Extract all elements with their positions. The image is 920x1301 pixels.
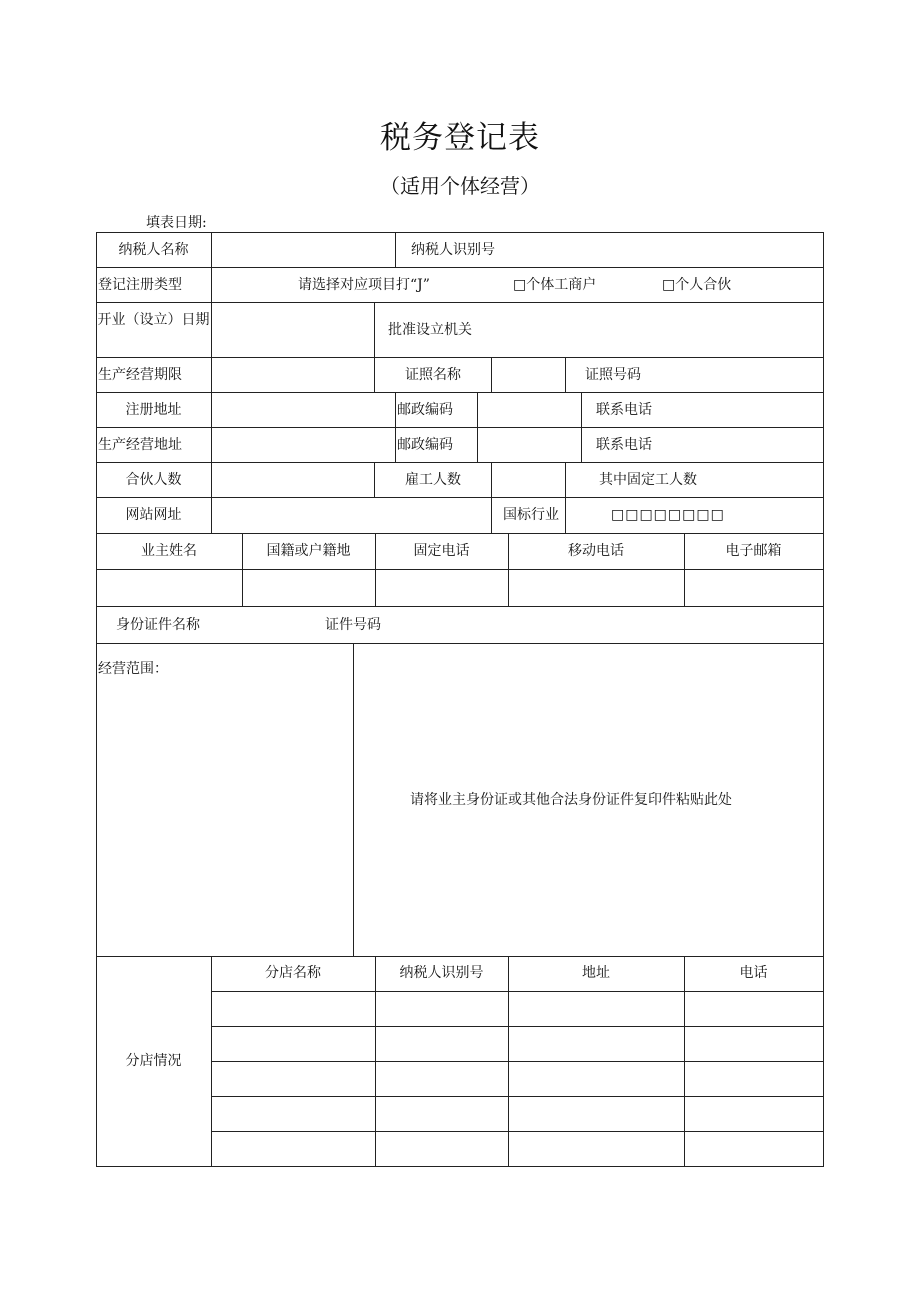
license-number-label: 证照号码 — [585, 367, 641, 383]
contact-phone-label-1: 联系电话 — [596, 402, 652, 418]
grid-line — [96, 1166, 824, 1167]
contact-phone-field-2[interactable] — [670, 427, 823, 462]
reg-type-label: 登记注册类型 — [98, 277, 182, 293]
grid-line — [565, 497, 566, 533]
grid-line — [96, 643, 824, 644]
branch-table-cell[interactable] — [212, 1097, 375, 1131]
page-title: 税务登记表 — [380, 120, 540, 156]
branch-table-cell[interactable] — [509, 1062, 684, 1096]
contact-phone-field-1[interactable] — [670, 392, 823, 427]
grid-line — [96, 267, 824, 268]
branch-table-cell[interactable] — [685, 1027, 823, 1061]
license-number-field[interactable] — [660, 357, 823, 392]
grid-line — [395, 392, 396, 462]
fixed-workers-label: 其中固定工人数 — [599, 472, 697, 488]
registered-address-field[interactable] — [212, 392, 395, 427]
branch-table-cell[interactable] — [376, 1097, 508, 1131]
owner-table-header: 业主姓名 — [141, 543, 197, 559]
business-scope-label: 经营范围： — [98, 661, 168, 677]
approval-authority-field[interactable] — [490, 302, 823, 357]
owner-table-header: 国籍或户籍地 — [266, 543, 351, 559]
branch-table-cell[interactable] — [685, 1062, 823, 1096]
branch-table-cell[interactable] — [509, 992, 684, 1026]
branch-table-header: 电话 — [739, 965, 768, 981]
taxpayer-id-field[interactable] — [396, 232, 823, 267]
grid-line — [96, 956, 824, 957]
approval-authority-label: 批准设立机关 — [388, 322, 472, 338]
grid-line — [491, 497, 492, 533]
employees-count-label: 雇工人数 — [405, 472, 461, 488]
grid-line — [96, 606, 824, 607]
owner-table-header: 电子邮箱 — [725, 543, 782, 559]
branch-table-cell[interactable] — [376, 1027, 508, 1061]
license-name-field[interactable] — [492, 357, 565, 392]
branch-table-cell[interactable] — [376, 1132, 508, 1166]
partners-count-field[interactable] — [212, 462, 374, 497]
postal-code-field-1[interactable] — [478, 392, 581, 427]
grid-line — [96, 533, 824, 534]
owner-nationality-field[interactable] — [243, 570, 375, 606]
website-field[interactable] — [212, 497, 491, 533]
branch-table-cell[interactable] — [212, 1062, 375, 1096]
branch-table-cell[interactable] — [509, 1132, 684, 1166]
grid-line — [581, 392, 582, 462]
grid-line — [211, 267, 212, 302]
business-period-field[interactable] — [212, 357, 374, 392]
owner-table-header: 移动电话 — [568, 543, 624, 559]
id-number-label: 证件号码 — [325, 617, 381, 633]
branch-table-cell[interactable] — [509, 1027, 684, 1061]
branch-table-cell[interactable] — [685, 1132, 823, 1166]
branch-table-cell[interactable] — [376, 1062, 508, 1096]
license-name-label: 证照名称 — [405, 367, 461, 383]
branch-table-cell[interactable] — [685, 1097, 823, 1131]
website-label: 网站网址 — [125, 507, 182, 523]
registered-address-label: 注册地址 — [125, 402, 182, 418]
taxpayer-name-label: 纳税人名称 — [118, 242, 189, 258]
fill-date-label: 填表日期: — [146, 215, 207, 231]
business-period-label: 生产经营期限 — [98, 367, 182, 383]
postal-code-label-2: 邮政编码 — [397, 437, 453, 453]
owner-table-header: 固定电话 — [413, 543, 470, 559]
contact-phone-label-2: 联系电话 — [596, 437, 652, 453]
partnership-checkbox[interactable]: □个人合伙 — [662, 277, 732, 293]
industry-code-boxes[interactable]: □□□□□□□□ — [611, 507, 725, 523]
owner-email-field[interactable] — [685, 570, 823, 606]
owner-fixed-phone-field[interactable] — [376, 570, 508, 606]
id-doc-name-label: 身份证件名称 — [116, 617, 200, 633]
individual-business-checkbox[interactable]: □个体工商户 — [513, 277, 597, 293]
branch-table-cell[interactable] — [212, 1027, 375, 1061]
open-date-label: 开业（设立）日期 — [97, 312, 210, 328]
business-address-field[interactable] — [212, 427, 395, 462]
grid-line — [565, 462, 566, 497]
grid-line — [823, 232, 824, 1166]
grid-line — [565, 357, 566, 392]
taxpayer-id-label: 纳税人识别号 — [411, 242, 495, 258]
branch-table-header: 分店名称 — [265, 965, 321, 981]
open-date-field[interactable] — [212, 302, 374, 357]
branch-table-cell[interactable] — [685, 992, 823, 1026]
partners-count-label: 合伙人数 — [125, 472, 182, 488]
branches-section-label: 分店情况 — [125, 1053, 182, 1069]
employees-count-field[interactable] — [492, 462, 565, 497]
grid-line — [374, 302, 375, 357]
business-address-label: 生产经营地址 — [98, 437, 182, 453]
fixed-workers-field[interactable] — [710, 462, 823, 497]
owner-name-field[interactable] — [97, 570, 242, 606]
page-subtitle: （适用个体经营） — [380, 174, 540, 198]
postal-code-field-2[interactable] — [478, 427, 581, 462]
owner-mobile-field[interactable] — [509, 570, 684, 606]
grid-line — [353, 643, 354, 956]
branch-table-cell[interactable] — [376, 992, 508, 1026]
branch-table-cell[interactable] — [212, 1132, 375, 1166]
industry-label: 国标行业 — [503, 507, 559, 523]
id-copy-paste-instruction: 请将业主身份证或其他合法身份证件复印件粘贴此处 — [410, 792, 732, 808]
branch-table-header: 地址 — [582, 965, 610, 981]
reg-type-prompt: 请选择对应项目打“J” — [298, 277, 430, 293]
taxpayer-name-field[interactable] — [212, 232, 395, 267]
business-scope-field[interactable] — [97, 665, 353, 955]
branch-table-header: 纳税人识别号 — [399, 965, 484, 981]
branch-table-cell[interactable] — [509, 1097, 684, 1131]
branch-table-cell[interactable] — [212, 992, 375, 1026]
postal-code-label-1: 邮政编码 — [397, 402, 453, 418]
